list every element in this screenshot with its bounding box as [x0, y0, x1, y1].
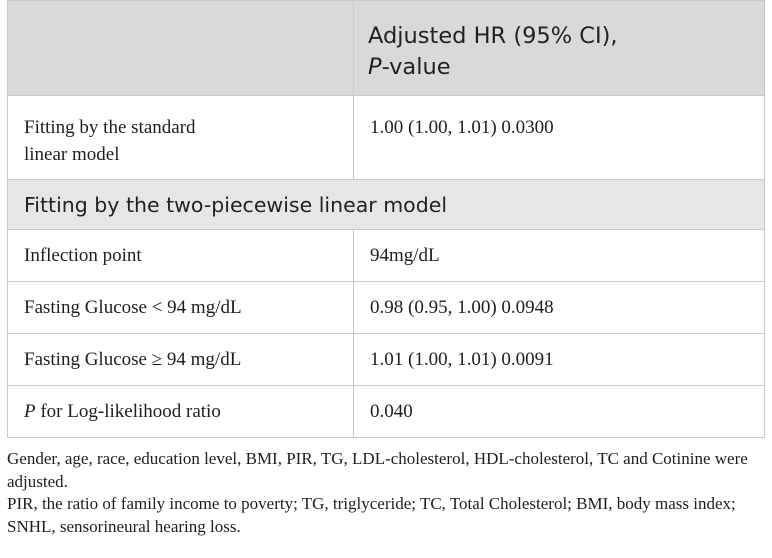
row-value-glucose-above: 1.01 (1.00, 1.01) 0.0091	[354, 334, 765, 386]
table-row	[8, 334, 765, 386]
table-row	[8, 230, 765, 282]
table-row-llr	[8, 386, 765, 438]
header-hr-label: Adjusted HR (95% CI),	[368, 23, 618, 49]
footnote-abbreviations: PIR, the ratio of family income to poverty; TG, triglyceride; TC, Total Cholesterol; BMI, body mass index; SNHL, sensorineural hearing loss.	[7, 494, 736, 536]
section-row-two-piecewise	[8, 180, 765, 230]
llr-p-italic: P	[24, 401, 36, 422]
row-value-standard-model: 1.00 (1.00, 1.01) 0.0300	[354, 96, 765, 180]
header-p-italic: P	[368, 54, 382, 80]
standard-model-label-line1: Fitting by the standard	[24, 117, 196, 138]
header-cell-adjusted-hr	[354, 1, 765, 96]
row-label-inflection-point: Inflection point	[8, 230, 354, 282]
row-label-glucose-below: Fasting Glucose < 94 mg/dL	[8, 282, 354, 334]
table-row	[8, 282, 765, 334]
llr-label-rest: for Log-likelihood ratio	[35, 401, 221, 422]
table-header-row	[8, 1, 765, 96]
standard-model-label-line2: linear model	[24, 144, 120, 165]
row-value-llr: 0.040	[354, 386, 765, 438]
row-value-inflection-point: 94mg/dL	[354, 230, 765, 282]
results-table-container	[7, 0, 764, 438]
hazard-ratio-table	[7, 0, 765, 438]
section-title: Fitting by the two-piecewise linear model	[8, 180, 765, 230]
row-value-glucose-below: 0.98 (0.95, 1.00) 0.0948	[354, 282, 765, 334]
table-row-standard-model	[8, 96, 765, 180]
footnote-adjustment: Gender, age, race, education level, BMI, PIR, TG, LDL-cholesterol, HDL-cholesterol, TC and Cotinine were adjusted.	[7, 449, 748, 491]
row-label-llr	[8, 386, 354, 438]
table-footnotes	[7, 448, 767, 538]
row-label-glucose-above: Fasting Glucose ≥ 94 mg/dL	[8, 334, 354, 386]
header-p-value-suffix: -value	[381, 54, 451, 80]
row-label-standard-model	[8, 96, 354, 180]
header-cell-empty	[8, 1, 354, 96]
